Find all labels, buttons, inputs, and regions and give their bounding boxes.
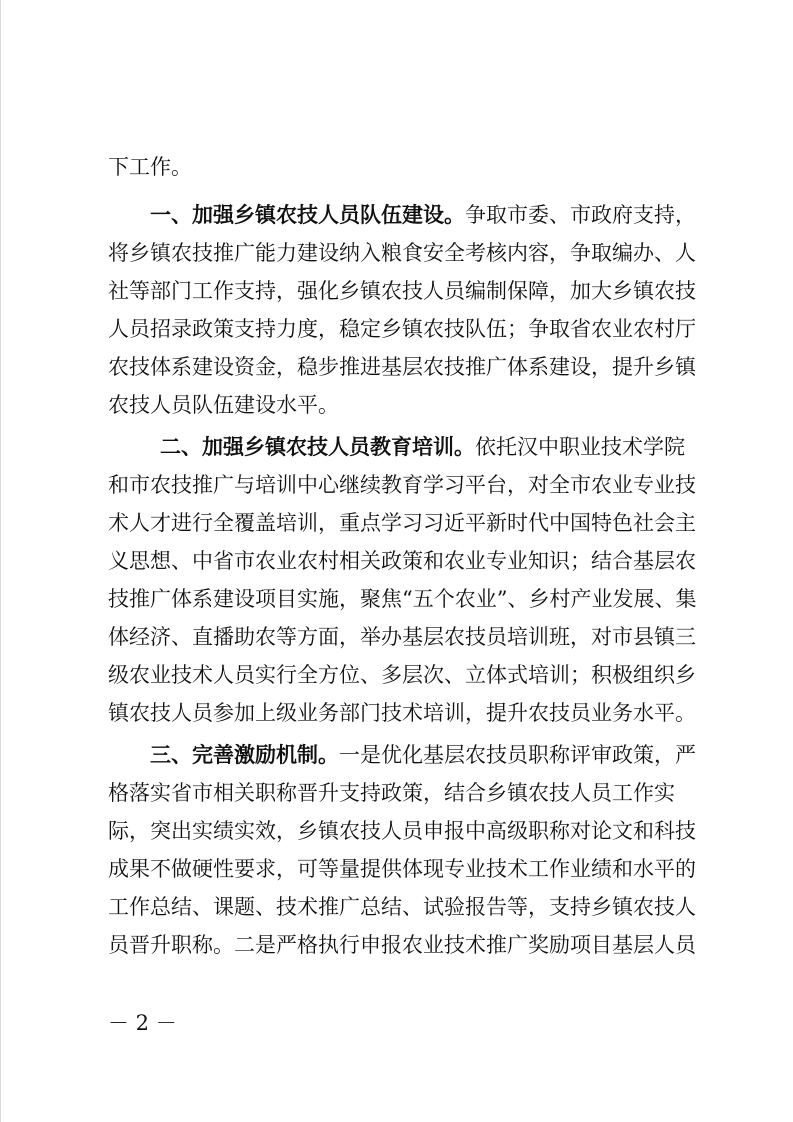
section-2-line-6: 体经济、直播助农等方面，举办基层农技员培训班，对市县镇三 bbox=[108, 625, 696, 649]
section-3-heading: 三、完善激励机制。 bbox=[150, 743, 339, 767]
page-left-edge bbox=[0, 0, 1, 1122]
section-2-line-4: 义思想、中省市农业农村相关政策和农业专业知识；结合基层农 bbox=[108, 549, 696, 573]
section-2-line-2: 和市农技推广与培训中心继续教育学习平台，对全市农业专业技 bbox=[108, 473, 696, 497]
section-2-first-line bbox=[160, 428, 685, 466]
section-2-line-1-text: 依托汉中职业技术学院 bbox=[475, 435, 685, 459]
section-1-line-3: 社等部门工作支持，强化乡镇农技人员编制保障，加大乡镇农技 bbox=[108, 279, 696, 303]
section-3-line-3: 际，突出实绩实效，乡镇农技人员申报中高级职称对论文和科技 bbox=[108, 819, 696, 843]
section-1-line-4: 人员招录政策支持力度，稳定乡镇农技队伍；争取省农业农村厅 bbox=[108, 317, 696, 341]
section-3-line-5: 工作总结、课题、技术推广总结、试验报告等，支持乡镇农技人 bbox=[108, 895, 696, 919]
section-1-line-1-text: 争取市委、市政府支持， bbox=[465, 203, 696, 227]
section-2-heading: 二、加强乡镇农技人员教育培训。 bbox=[160, 435, 475, 459]
section-2-line-8: 镇农技人员参加上级业务部门技术培训，提升农技员业务水平。 bbox=[108, 701, 696, 725]
section-3-line-1-text: 一是优化基层农技员职称评审政策，严 bbox=[339, 743, 696, 767]
section-2-line-5: 技推广体系建设项目实施，聚焦“五个农业”、乡村产业发展、集 bbox=[108, 587, 697, 611]
section-1-line-6: 农技人员队伍建设水平。 bbox=[108, 393, 339, 417]
section-2-line-3: 术人才进行全覆盖培训，重点学习习近平新时代中国特色社会主 bbox=[108, 511, 696, 535]
paragraph-continuation: 下工作。 bbox=[108, 155, 192, 179]
section-3-line-6: 员晋升职称。二是严格执行申报农业技术推广奖励项目基层人员 bbox=[108, 933, 696, 957]
section-2-line-7: 级农业技术人员实行全方位、多层次、立体式培训；积极组织乡 bbox=[108, 663, 696, 687]
page-number: － 2 － bbox=[108, 1011, 177, 1035]
section-3-line-4: 成果不做硬性要求，可等量提供体现专业技术工作业绩和水平的 bbox=[108, 857, 696, 881]
section-1-line-5: 农技体系建设资金，稳步推进基层农技推广体系建设，提升乡镇 bbox=[108, 355, 696, 379]
section-1-line-2: 将乡镇农技推广能力建设纳入粮食安全考核内容，争取编办、人 bbox=[108, 241, 696, 265]
section-3-line-2: 格落实省市相关职称晋升支持政策，结合乡镇农技人员工作实 bbox=[108, 781, 675, 805]
section-3-first-line bbox=[150, 736, 696, 774]
section-1-heading: 一、加强乡镇农技人员队伍建设。 bbox=[150, 203, 465, 227]
section-1-first-line bbox=[150, 196, 696, 234]
